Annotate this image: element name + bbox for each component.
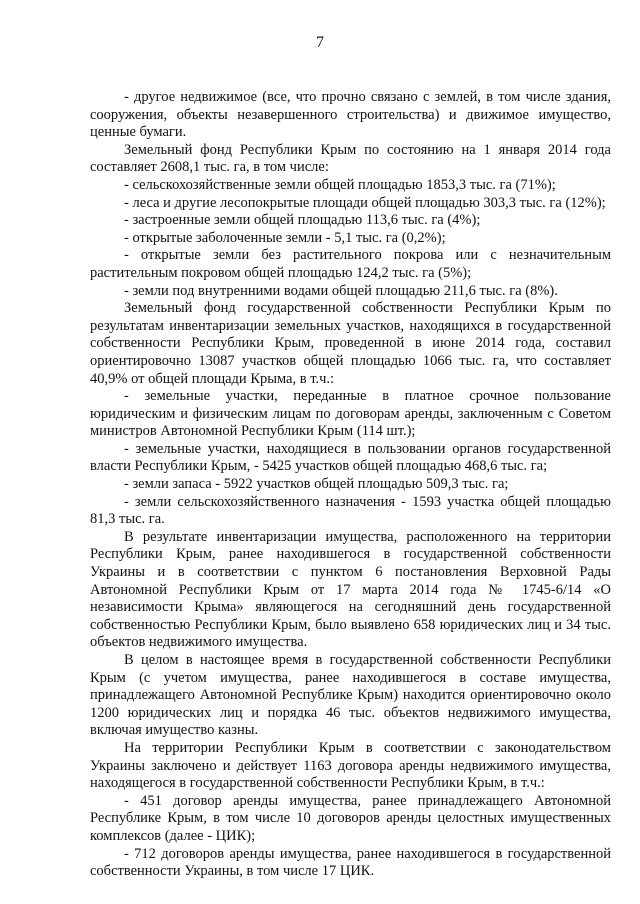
list-item-forest-land: - леса и другие лесопокрытые площади общей площадью 303,3 тыс. га (12%);	[124, 194, 606, 211]
paragraph-property-inventory: В результате инвентаризации имущества, расположенного на территории Республики Крым, ранее находившегося в государственной собственности Украины и в соответствии с пунктом 6 постановления Верховной Рады Автономной Республики Крым от 17 марта 2014 года № 1745-6/14 «О независимости Крыма» являющегося на сегодняшний день государственной собственностью Республики Крым, было выявлено 658 юридических лиц и 34 тыс. объектов недвижимого имущества.	[90, 528, 611, 651]
list-item-inland-water: - земли под внутренними водами общей площадью 211,6 тыс. га (8%).	[124, 282, 558, 299]
list-item-agricultural-plots: - земли сельскохозяйственного назначения - 1593 участка общей площадью 81,3 тыс. га.	[90, 493, 611, 528]
list-item-agricultural-land: - сельскохозяйственные земли общей площадью 1853,3 тыс. га (71%);	[124, 176, 556, 193]
list-item-wetlands: - открытые заболоченные земли - 5,1 тыс. га (0,2%);	[124, 229, 446, 246]
paragraph-other-property: - другое недвижимое (все, что прочно связано с землей, в том числе здания, сооружения, объекты незавершенного строительства) и движимое имущество, ценные бумаги.	[90, 89, 611, 141]
paragraph-state-property-total: В целом в настоящее время в государственной собственности Республики Крым (с учетом имущества, ранее находившегося в составе имущества, принадлежащего Автономной Республике Крым) находится ориентировочно около 1200 юридических лиц и порядка 46 тыс. объектов недвижимого имущества, включая имущество казны.	[90, 652, 611, 739]
list-item-ukraine-leases: - 712 договоров аренды имущества, ранее находившегося в государственной собственности Украины, в том числе 17 ЦИК.	[90, 845, 611, 880]
list-item-reserve-land: - земли запаса - 5922 участков общей площадью 509,3 тыс. га;	[124, 476, 509, 493]
paragraph-state-land-fund: Земельный фонд государственной собственности Республики Крым по результатам инвентаризации земельных участков, находящихся в государственной собственности Республики Крым, проведенной в июне 2014 года, составил ориентировочно 13087 участков общей площадью 1066 тыс. га, что составляет 40,9% от общей площади Крыма, в т.ч.:	[90, 300, 611, 387]
paragraph-land-fund: Земельный фонд Республики Крым по состоянию на 1 января 2014 года составляет 2608,1 тыс. га, в том числе:	[90, 141, 611, 176]
list-item-arc-leases: - 451 договор аренды имущества, ранее принадлежащего Автономной Республике Крым, в том числе 10 договоров аренды целостных имущественных комплексов (далее - ЦИК);	[90, 792, 611, 844]
document-body	[90, 89, 611, 881]
page-number: 7	[316, 34, 324, 51]
list-item-government-plots: - земельные участки, находящиеся в пользовании органов государственной власти Республики Крым, - 5425 участков общей площадью 468,6 тыс. га;	[90, 440, 611, 475]
paragraph-lease-contracts: На территории Республики Крым в соответствии с законодательством Украины заключено и действует 1163 договора аренды недвижимого имущества, находящегося в государственной собственности Республики Крым, в т.ч.:	[90, 739, 611, 792]
list-item-built-up-land: - застроенные земли общей площадью 113,6 тыс. га (4%);	[124, 212, 481, 229]
list-item-leased-plots: - земельные участки, переданные в платное срочное пользование юридическим и физическим лицам по договорам аренды, заключенным с Советом министров Автономной Республики Крым (114 шт.);	[90, 388, 611, 440]
list-item-open-land: - открытые земли без растительного покрова или с незначительным растительным покровом общей площадью 124,2 тыс. га (5%);	[90, 247, 611, 281]
